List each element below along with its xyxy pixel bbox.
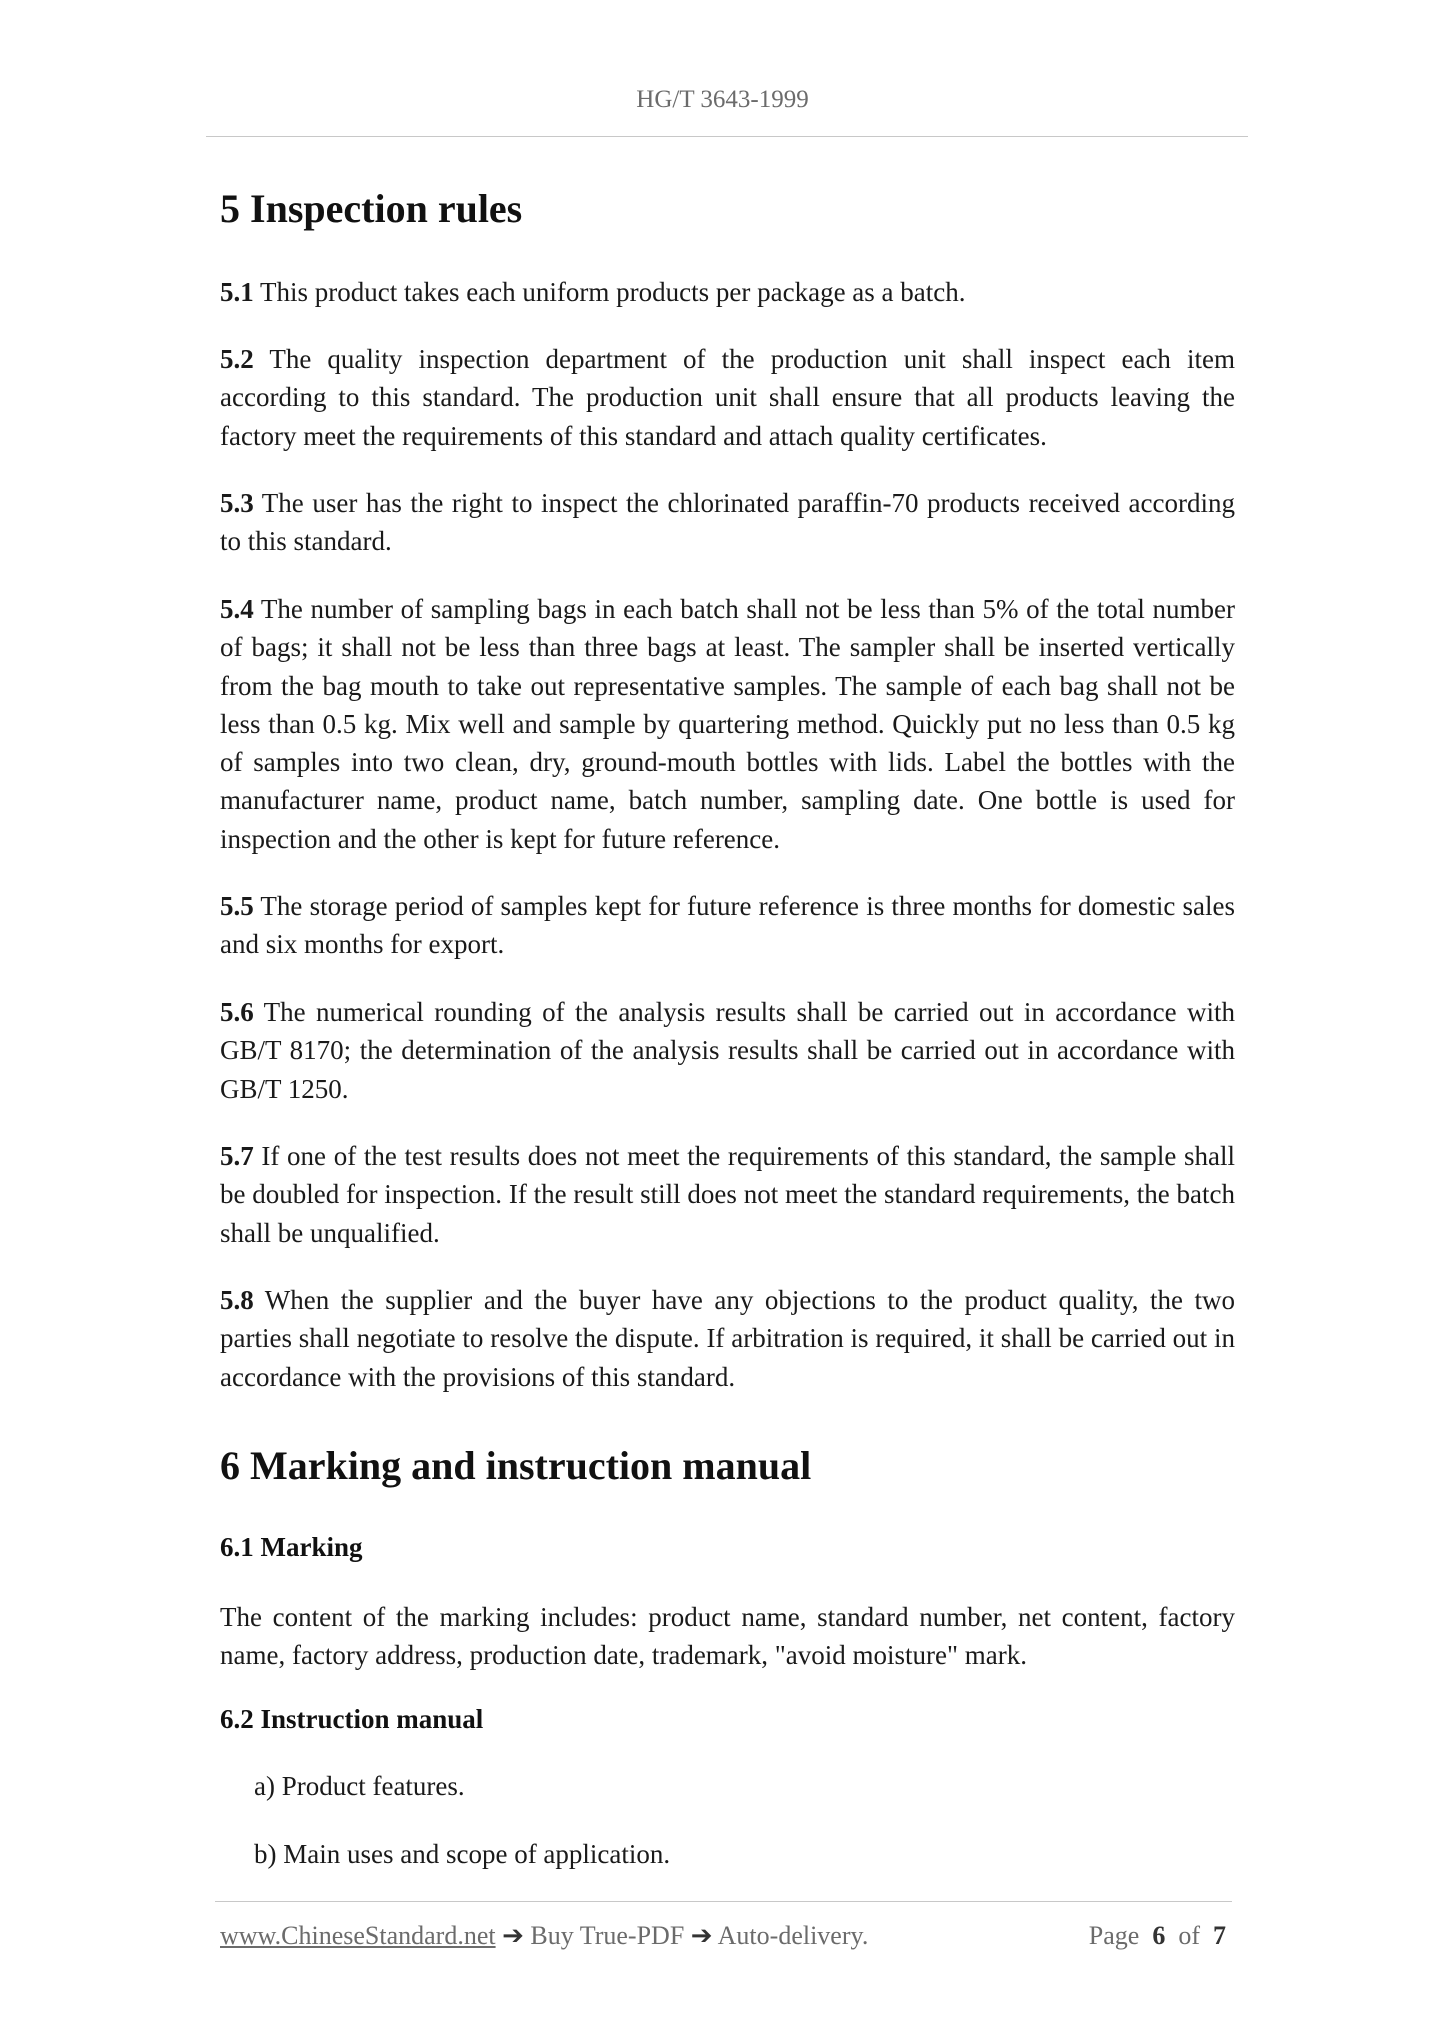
- page-label: Page: [1088, 1921, 1140, 1950]
- clause-text: When the supplier and the buyer have any objections to the product quality, the two parties shall negotiate to resolve the dispute. If arbitration is required, it shall be carried out in accordance with the provisions of this standard.: [220, 1285, 1235, 1392]
- page-footer: [220, 1921, 1232, 1951]
- clause-text: If one of the test results does not meet the requirements of this standard, the sample shall be doubled for inspection. If the result still does not meet the standard requirements, the batch shall be unqualified.: [220, 1141, 1235, 1248]
- buy-pdf-text: Buy True-PDF: [523, 1921, 691, 1950]
- total-pages-number: 7: [1213, 1921, 1226, 1950]
- clause-number: 5.7: [220, 1141, 254, 1171]
- clause-5-1: [220, 273, 1235, 311]
- section-5-heading: 5 Inspection rules: [220, 186, 523, 231]
- footer-divider: [215, 1901, 1232, 1902]
- page-indicator: [1089, 1921, 1226, 1951]
- clause-5-5: [220, 887, 1235, 964]
- of-label: of: [1178, 1921, 1200, 1950]
- subsection-6-1-heading: 6.1 Marking: [220, 1532, 363, 1562]
- clause-text: This product takes each uniform products per package as a batch.: [253, 277, 966, 307]
- document-id-header: HG/T 3643-1999: [636, 86, 809, 113]
- arrow-right-icon: ➔: [502, 1921, 524, 1950]
- clause-number: 5.8: [220, 1285, 254, 1315]
- clause-5-6: [220, 993, 1235, 1108]
- list-item: a) Product features.: [254, 1771, 465, 1801]
- clause-number: 5.2: [220, 344, 254, 374]
- clause-5-3: [220, 484, 1235, 561]
- clause-5-8: [220, 1281, 1235, 1396]
- clause-number: 5.1: [220, 277, 254, 307]
- website-link[interactable]: www.ChineseStandard.net: [220, 1921, 496, 1950]
- header-divider: [206, 136, 1248, 137]
- clause-number: 5.6: [220, 997, 254, 1027]
- clause-text: The number of sampling bags in each batch shall not be less than 5% of the total number of bags; it shall not be less than three bags at least. The sampler shall be inserted vertically from the bag mouth to take out representative samples. The sample of each bag shall not be less than 0.5 kg. Mix well and sample by quartering method. Quickly put no less than 0.5 kg of samples into two clean, dry, ground-mouth bottles with lids. Label the bottles with the manufacturer name, product name, batch number, sampling date. One bottle is used for inspection and the other is kept for future reference.: [220, 594, 1235, 854]
- list-item: b) Main uses and scope of application.: [254, 1839, 671, 1869]
- subsection-6-2-heading: 6.2 Instruction manual: [220, 1704, 484, 1734]
- clause-text: The quality inspection department of the production unit shall inspect each item according to this standard. The production unit shall ensure that all products leaving the factory meet the requirements of this standard and attach quality certificates.: [220, 344, 1235, 451]
- current-page-number: 6: [1152, 1921, 1166, 1950]
- clause-text: The user has the right to inspect the chlorinated paraffin-70 products received according to this standard.: [220, 488, 1235, 557]
- clause-number: 5.4: [220, 594, 254, 624]
- auto-delivery-text: Auto-delivery.: [712, 1921, 869, 1950]
- clause-number: 5.3: [220, 488, 254, 518]
- marking-content-paragraph: The content of the marking includes: product name, standard number, net content, factory name, factory address, production date, trademark, "avoid moisture" mark.: [220, 1602, 1235, 1671]
- clause-5-2: [220, 340, 1235, 455]
- clause-number: 5.5: [220, 891, 254, 921]
- clause-5-4: [220, 590, 1235, 858]
- clause-text: The storage period of samples kept for future reference is three months for domestic sales and six months for export.: [220, 891, 1235, 960]
- arrow-right-icon: ➔: [690, 1921, 713, 1950]
- clause-text: The numerical rounding of the analysis results shall be carried out in accordance with GB/T 8170; the determination of the analysis results shall be carried out in accordance with GB/T 1250.: [220, 997, 1235, 1104]
- clause-5-7: [220, 1137, 1235, 1252]
- section-6-heading: 6 Marking and instruction manual: [220, 1443, 812, 1488]
